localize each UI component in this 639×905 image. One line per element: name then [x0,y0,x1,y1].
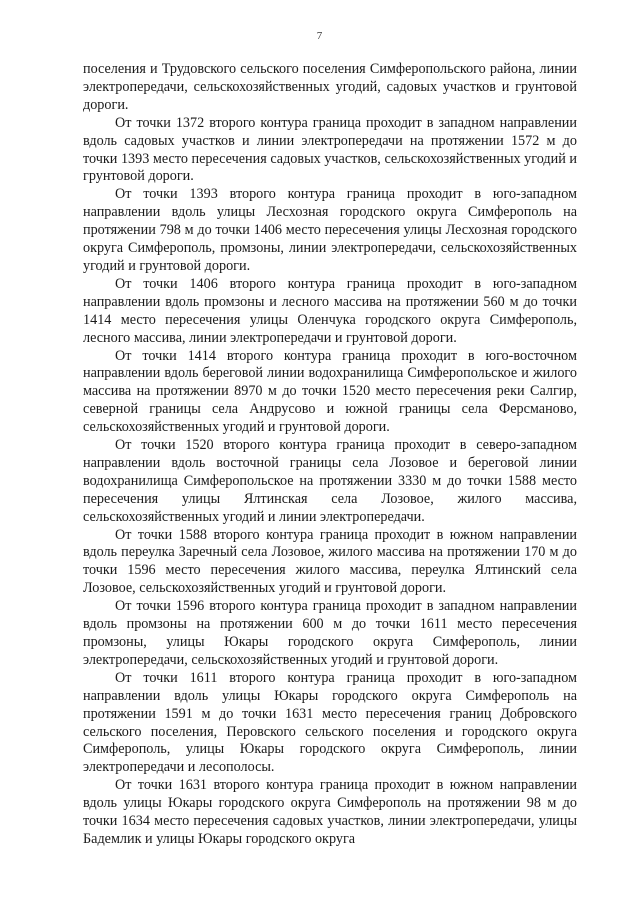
paragraph-4: От точки 1406 второго контура граница проходит в юго-западном направлении вдоль промзоны и лесного массива на протяжении 560 м до точки 1414 место пересечения улицы Оленчука городского округа Симферополь, лесного массива, линии электропередачи и грунтовой дороги. [83,275,577,346]
paragraph-8: От точки 1596 второго контура граница проходит в западном направлении вдоль промзоны на протяжении 600 м до точки 1611 место пересечения промзоны, улицы Юкары городского округа Симферополь, линии электропередачи, сельскохозяйственных угодий и грунтовой дороги. [83,598,577,668]
paragraph-5: От точки 1414 второго контура граница проходит в юго-восточном направлении вдоль береговой линии водохранилища Симферопольское и жилого массива на протяжении 8970 м до точки 1520 место пересечения реки Салгир, северной границы села Андрусово и южной границы села Ферсманово, сельскохозяйственных угодий и грунтовой дороги. [83,347,577,436]
paragraph-1: поселения и Трудовского сельского поселения Симферопольского района, линии электропередачи, сельскохозяйственных угодий, садовых участков и грунтовой дороги. [83,61,577,113]
paragraph-10: От точки 1631 второго контура граница проходит в южном направлении вдоль улицы Юкары городского округа Симферополь на протяжении 98 м до точки 1634 место пересечения садовых участков, линии электропередачи, улицы Бадемлик и улицы Юкары городского округа [83,777,577,847]
paragraph-3: От точки 1393 второго контура граница проходит в юго-западном направлении вдоль улицы Лесхозная городского округа Симферополь на протяжении 798 м до точки 1406 место пересечения улицы Лесхозная городского округа Симферополь, промзоны, линии электропередачи, сельскохозяйственных угодий и грунтовой дороги. [83,186,577,274]
paragraph-9: От точки 1611 второго контура граница проходит в юго-западном направлении вдоль улицы Юкары городского округа Симферополь на протяжении 1591 м до точки 1631 место пересечения границ Добровского сельского поселения, Перовского сельского поселения и городского округа Симферополь, улицы Юкары городского округа Симферополь, линии электропередачи и лесополосы. [83,669,577,776]
document-body [83,61,577,849]
page-number: 7 [316,30,323,42]
paragraph-2: От точки 1372 второго контура граница проходит в западном направлении вдоль садовых участков и линии электропередачи на протяжении 1572 м до точки 1393 место пересечения садовых участков, сельскохозяйственных угодий и грунтовой дороги. [83,114,577,185]
paragraph-7: От точки 1588 второго контура граница проходит в южном направлении вдоль переулка Заречный села Лозовое, жилого массива на протяжении 170 м до точки 1596 место пересечения жилого массива, переулка Ялтинский села Лозовое, сельскохозяйственных угодий и грунтовой дороги. [83,526,577,597]
paragraph-6: От точки 1520 второго контура граница проходит в северо-западном направлении вдоль восточной границы села Лозовое и береговой линии водохранилища Симферопольское на протяжении 3330 м до точки 1588 место пересечения улицы Ялтинская села Лозовое, жилого массива, сельскохозяйственных угодий и линии электропередачи. [83,437,577,525]
